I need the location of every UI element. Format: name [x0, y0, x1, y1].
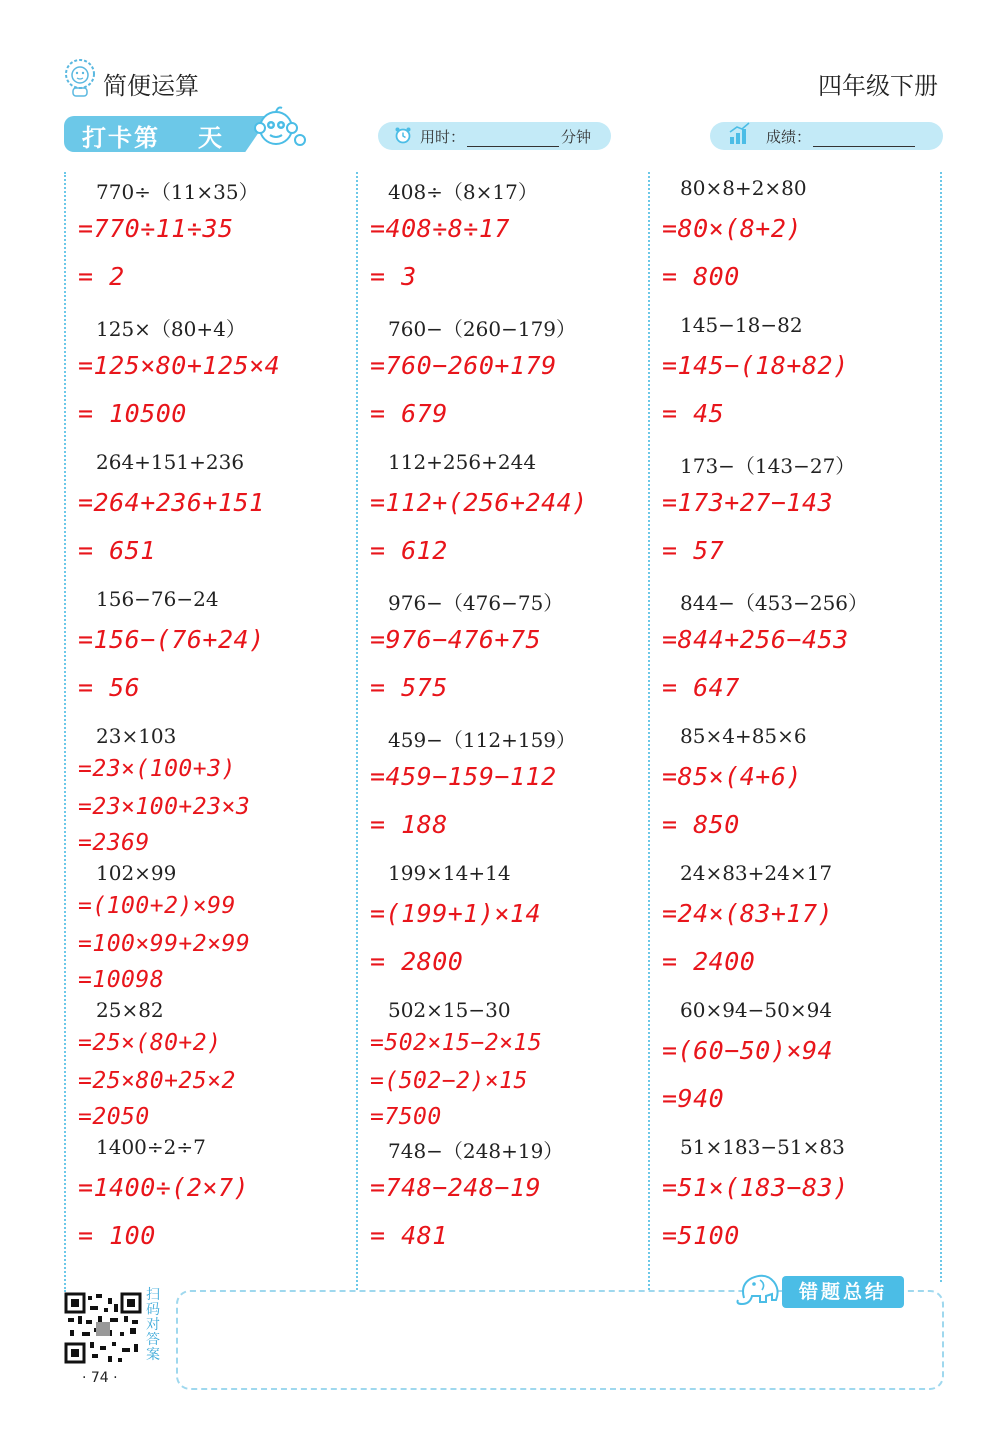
problem-question: 23×103	[96, 724, 177, 748]
handwritten-answer-line: =85×(4+6)	[662, 762, 802, 791]
handwritten-answer-line: = 10500	[78, 399, 187, 428]
handwritten-answer-line: = 481	[370, 1221, 448, 1250]
handwritten-answer-line: =112+(256+244)	[370, 488, 588, 517]
problem-cell	[66, 724, 356, 861]
handwritten-answer-line: =770÷11÷35	[78, 214, 234, 243]
checkin-text	[82, 118, 224, 153]
handwritten-answer-line: =976−476+75	[370, 625, 542, 654]
mistake-summary-label: 错题总结	[782, 1276, 904, 1308]
problem-cell	[66, 313, 356, 450]
problem-cell	[358, 861, 648, 998]
problem-cell	[66, 861, 356, 998]
alarm-clock-icon	[394, 126, 412, 144]
problem-cell	[358, 724, 648, 861]
handwritten-answer-line: =2369	[78, 830, 150, 856]
problem-cell	[358, 998, 648, 1135]
handwritten-answer-line: = 800	[662, 262, 740, 291]
handwritten-answer-line: =(100+2)×99	[78, 893, 236, 919]
problem-question: 125×（80+4）	[96, 317, 246, 341]
problem-cell	[358, 450, 648, 587]
problem-cell	[650, 998, 940, 1135]
time-unit: 分钟	[561, 128, 592, 146]
handwritten-answer-line: =7500	[370, 1104, 442, 1130]
bar-chart-icon	[728, 122, 752, 146]
qr-caption: 扫码对答案	[146, 1287, 160, 1363]
handwritten-answer-line: =502×15−2×15	[370, 1030, 543, 1056]
problem-cell	[650, 450, 940, 587]
problem-cell	[650, 587, 940, 724]
problem-question: 51×183−51×83	[680, 1135, 845, 1159]
problem-question: 770÷（11×35）	[96, 180, 259, 204]
handwritten-answer-line: =760−260+179	[370, 351, 557, 380]
handwritten-answer-line: =408÷8÷17	[370, 214, 510, 243]
handwritten-answer-line: = 651	[78, 536, 156, 565]
handwritten-answer-line: =24×(83+17)	[662, 899, 834, 928]
book-title: 简便运算	[103, 72, 199, 100]
handwritten-answer-line: =264+236+151	[78, 488, 265, 517]
handwritten-answer-line: =940	[662, 1084, 725, 1113]
handwritten-answer-line: = 45	[662, 399, 725, 428]
problem-question: 145−18−82	[680, 313, 803, 337]
problem-question: 199×14+14	[388, 861, 511, 885]
handwritten-answer-line: = 100	[78, 1221, 156, 1250]
handwritten-answer-line: = 188	[370, 810, 448, 839]
problem-question: 60×94−50×94	[680, 998, 833, 1022]
elephant-mascot-icon	[734, 1270, 782, 1310]
grade-label: 四年级下册	[818, 72, 938, 100]
problem-question: 760−（260−179）	[388, 317, 577, 341]
problem-question: 264+151+236	[96, 450, 245, 474]
checkin-prefix: 打卡第	[82, 124, 160, 152]
problem-cell	[66, 998, 356, 1135]
time-label: 用时：	[420, 128, 466, 146]
handwritten-answer-line: = 3	[370, 262, 417, 291]
score-field	[766, 126, 917, 147]
handwritten-answer-line: =23×100+23×3	[78, 794, 251, 820]
handwritten-answer-line: =5100	[662, 1221, 740, 1250]
problem-question: 502×15−30	[388, 998, 511, 1022]
handwritten-answer-line: =25×80+25×2	[78, 1068, 236, 1094]
handwritten-answer-line: = 2400	[662, 947, 756, 976]
right-border	[940, 172, 942, 1282]
handwritten-answer-line: =80×(8+2)	[662, 214, 802, 243]
problem-cell	[358, 313, 648, 450]
checkin-suffix: 天	[198, 124, 224, 152]
handwritten-answer-line: =10098	[78, 967, 165, 993]
problem-cell	[650, 1135, 940, 1272]
problem-question: 80×8+2×80	[680, 176, 807, 200]
handwritten-answer-line: = 575	[370, 673, 448, 702]
score-label: 成绩：	[766, 128, 812, 146]
problem-question: 24×83+24×17	[680, 861, 833, 885]
handwritten-answer-line: = 850	[662, 810, 740, 839]
handwritten-answer-line: =145−(18+82)	[662, 351, 849, 380]
page-number: · 74 ·	[82, 1370, 118, 1386]
problem-cell	[650, 724, 940, 861]
score-blank[interactable]	[813, 132, 915, 147]
handwritten-answer-line: =459−159−112	[370, 762, 557, 791]
problem-question: 408÷（8×17）	[388, 180, 538, 204]
handwritten-answer-line: =(502−2)×15	[370, 1068, 528, 1094]
problem-cell	[650, 861, 940, 998]
handwritten-answer-line: = 679	[370, 399, 448, 428]
handwritten-answer-line: = 612	[370, 536, 448, 565]
problem-cell	[358, 587, 648, 724]
problem-question: 748−（248+19）	[388, 1139, 564, 1163]
handwritten-answer-line: = 2	[78, 262, 125, 291]
problem-question: 156−76−24	[96, 587, 219, 611]
problem-question: 112+256+244	[388, 450, 537, 474]
handwritten-answer-line: =51×(183−83)	[662, 1173, 849, 1202]
problem-question: 976−（476−75）	[388, 591, 564, 615]
handwritten-answer-line: = 647	[662, 673, 740, 702]
problem-question: 459−（112+159）	[388, 728, 577, 752]
handwritten-answer-line: =(199+1)×14	[370, 899, 542, 928]
handwritten-answer-line: =844+256−453	[662, 625, 849, 654]
problem-question: 85×4+85×6	[680, 724, 807, 748]
handwritten-answer-line: =156−(76+24)	[78, 625, 265, 654]
handwritten-answer-line: = 2800	[370, 947, 464, 976]
problem-cell	[66, 176, 356, 313]
problem-question: 1400÷2÷7	[96, 1135, 206, 1159]
handwritten-answer-line: =100×99+2×99	[78, 931, 251, 957]
problem-cell	[650, 176, 940, 313]
handwritten-answer-line: =125×80+125×4	[78, 351, 281, 380]
handwritten-answer-line: = 57	[662, 536, 725, 565]
problem-cell	[358, 1135, 648, 1272]
qr-code-icon[interactable]	[64, 1292, 142, 1364]
problem-cell	[66, 450, 356, 587]
time-blank[interactable]	[467, 132, 559, 147]
problem-question: 102×99	[96, 861, 177, 885]
problem-cell	[358, 176, 648, 313]
problem-cell	[650, 313, 940, 450]
handwritten-answer-line: =23×(100+3)	[78, 756, 236, 782]
handwritten-answer-line: = 56	[78, 673, 141, 702]
time-field	[420, 126, 591, 147]
problem-question: 25×82	[96, 998, 164, 1022]
handwritten-answer-line: =25×(80+2)	[78, 1030, 222, 1056]
handwritten-answer-line: =1400÷(2×7)	[78, 1173, 250, 1202]
problem-question: 844−（453−256）	[680, 591, 869, 615]
lion-logo-icon	[62, 58, 98, 98]
handwritten-answer-line: =173+27−143	[662, 488, 834, 517]
problem-cell	[66, 1135, 356, 1272]
problem-cell	[66, 587, 356, 724]
handwritten-answer-line: =748−248−19	[370, 1173, 542, 1202]
handwritten-answer-line: =2050	[78, 1104, 150, 1130]
handwritten-answer-line: =(60−50)×94	[662, 1036, 834, 1065]
monkey-mascot-icon	[252, 104, 308, 158]
problem-question: 173−（143−27）	[680, 454, 856, 478]
